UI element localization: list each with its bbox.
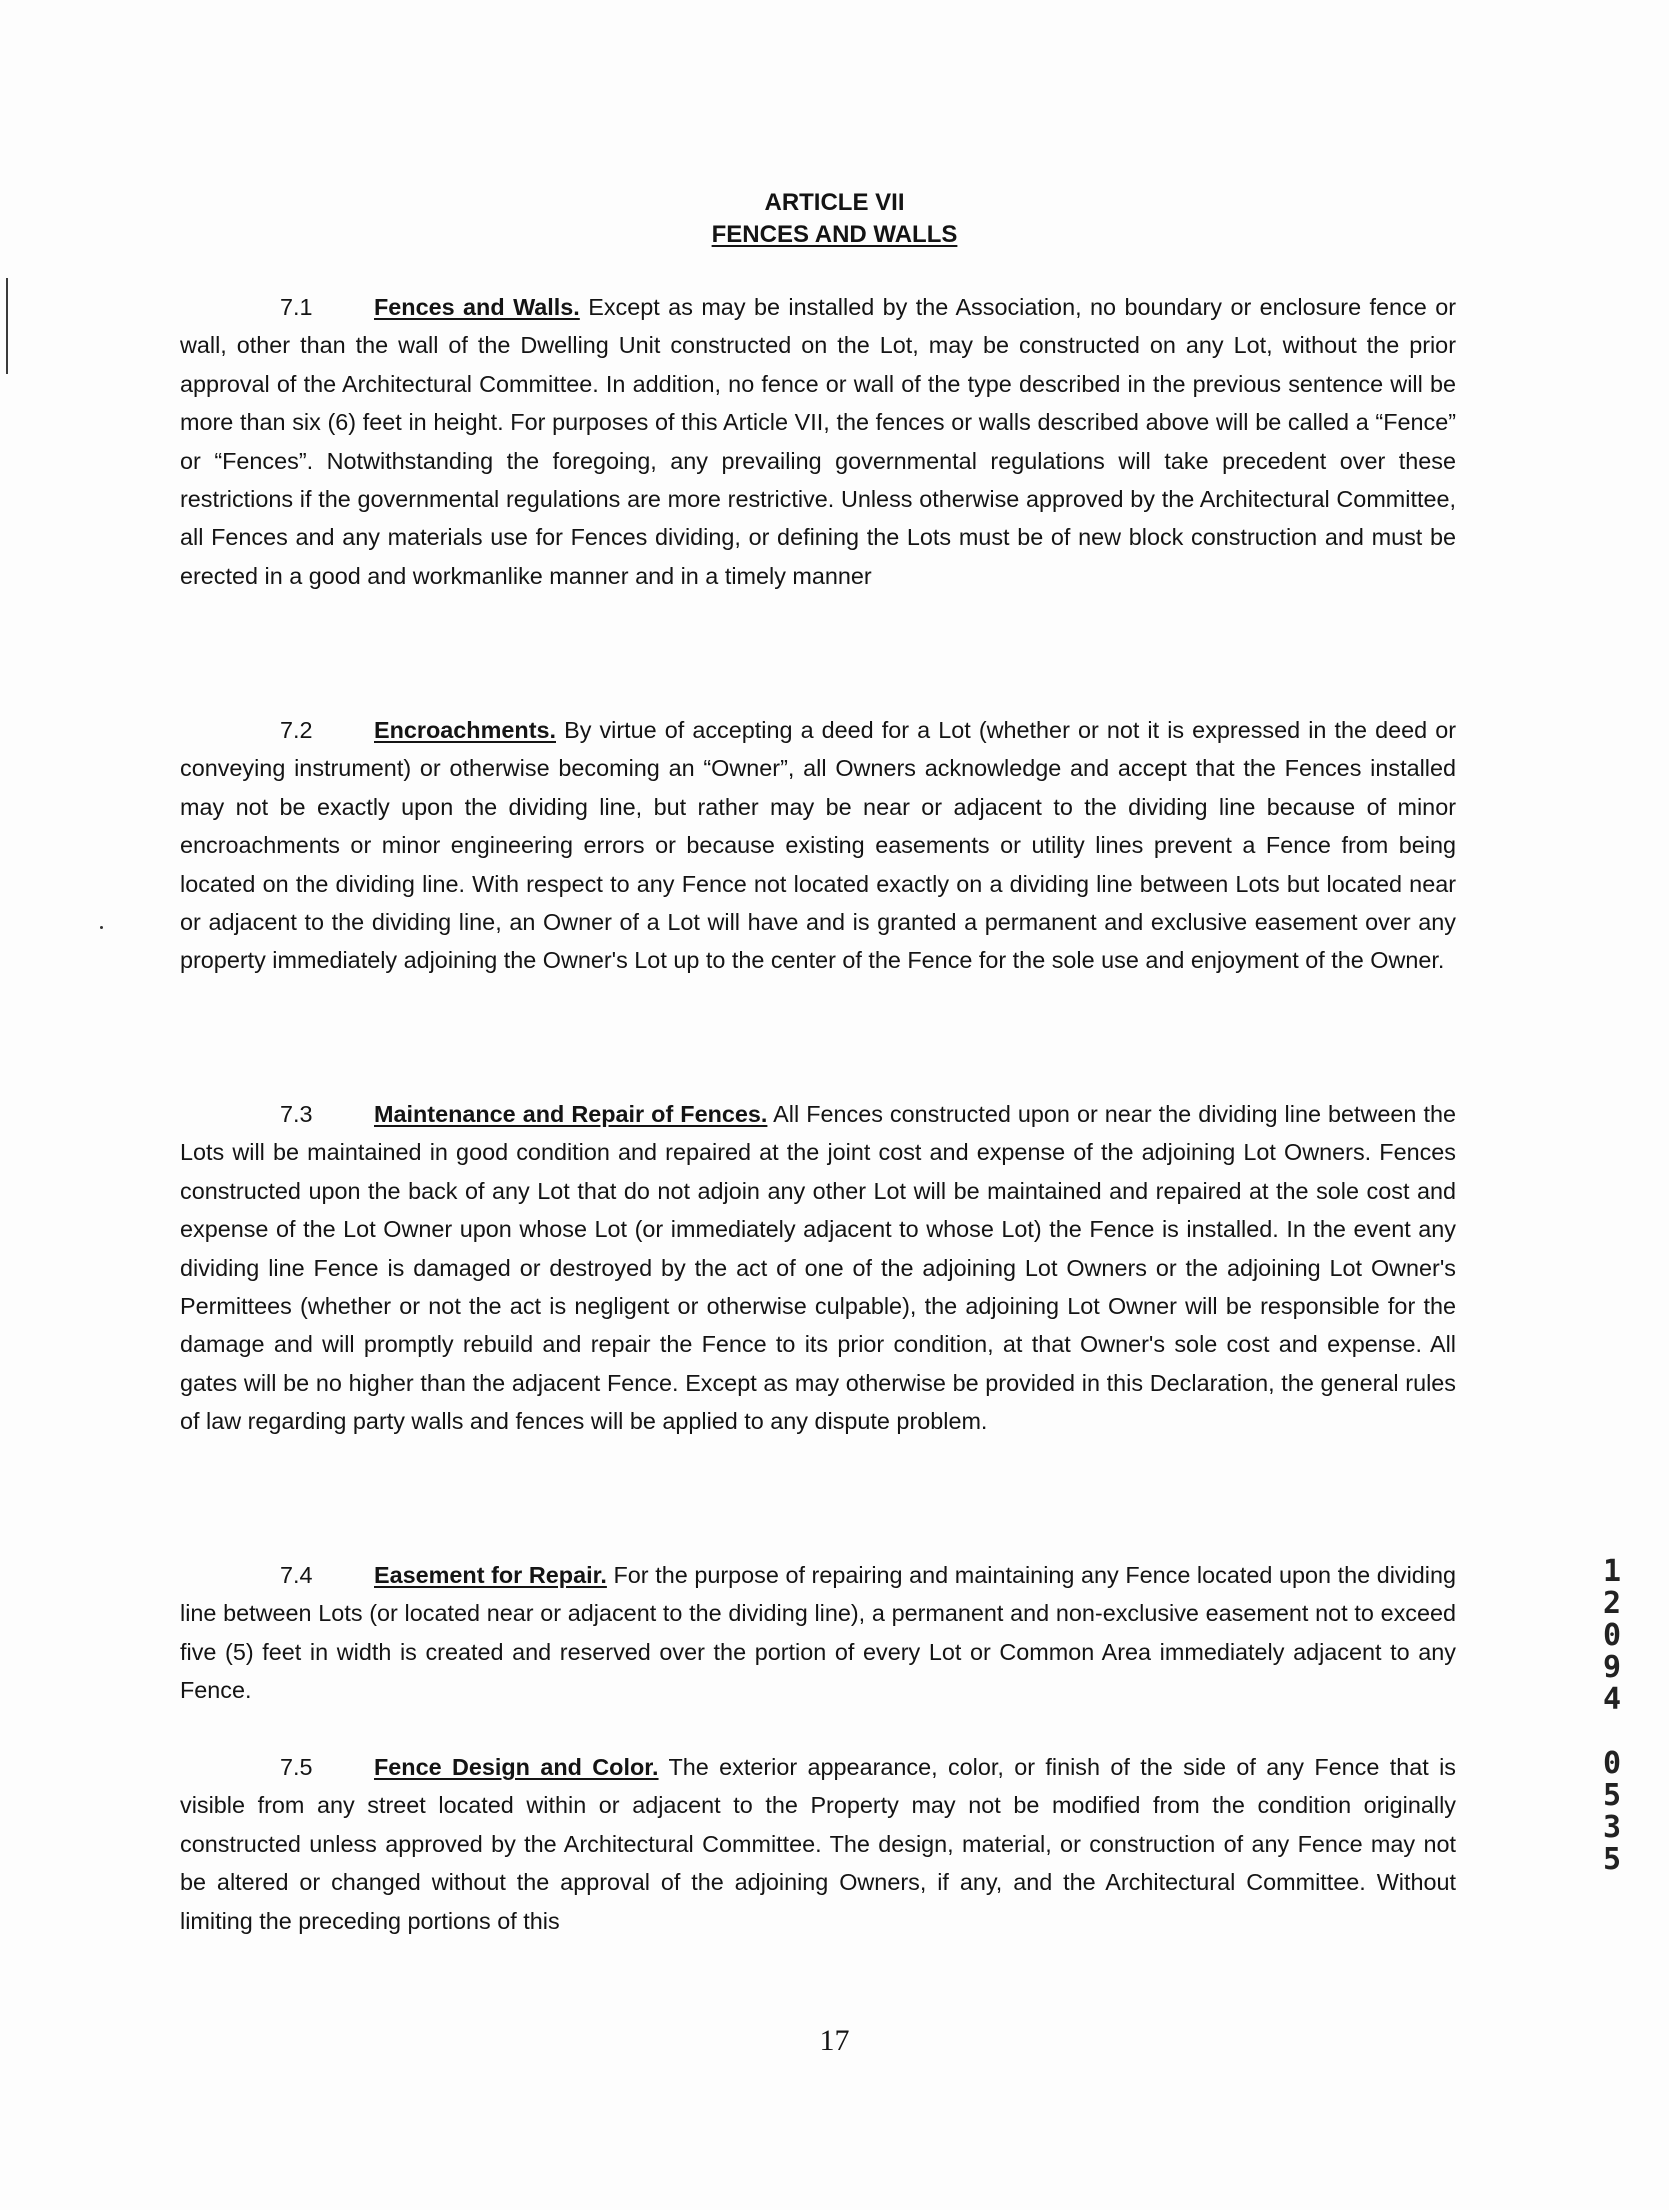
scan-margin-mark (6, 278, 8, 374)
article-title: FENCES AND WALLS (711, 221, 958, 248)
stamp-digit: 4 (1602, 1682, 1622, 1717)
stamp-digit: 0 (1602, 1746, 1622, 1781)
section-body: Except as may be installed by the Association, no boundary or enclosure fence or wall, other than the wall of the Dwelling Unit constructed on the Lot, may be constructed on any Lot, without the prior approval of the Architectural Committee. In addition, no fence or wall of the type described in the previous sentence will be more than six (6) feet in height. For purposes of this Article VII, the fences or walls described above will be called a “Fence” or “Fences”. Notwithstanding the foregoing, any prevailing governmental regulations will take precedent over these restrictions if the governmental regulations are more restrictive. Unless otherwise approved by the Architectural Committee, all Fences and any materials use for Fences dividing, or defining the Lots must be of new block construction and must be erected in a good and workmanlike manner and in a timely manner (180, 294, 1456, 589)
stamp-digit: 1 (1602, 1554, 1622, 1589)
stamp-digit: 9 (1602, 1650, 1622, 1685)
section-title: Maintenance and Repair of Fences. (374, 1101, 768, 1127)
stamp-digit: 5 (1602, 1842, 1622, 1877)
section-body: By virtue of accepting a deed for a Lot (whether or not it is expressed in the deed or conveying instrument) or otherwise becoming an “Owner”, all Owners acknowledge and accept that the Fences installed may not be exactly upon the dividing line, but rather may be near or adjacent to the dividing line because of minor encroachments or minor engineering errors or because existing easements or utility lines prevent a Fence from being located on the dividing line. With respect to any Fence not located exactly on a dividing line between Lots but located near or adjacent to the dividing line, an Owner of a Lot will have and is granted a permanent and exclusive easement over any property immediately adjoining the Owner's Lot up to the center of the Fence for the sole use and enjoyment of the Owner. (180, 717, 1457, 974)
stamp-digit: 5 (1602, 1778, 1622, 1813)
recording-stamp-upper (1592, 1556, 1632, 1716)
stamp-digit: 2 (1602, 1586, 1622, 1621)
section-number: 7.2 (280, 717, 313, 743)
section-7-1 (180, 288, 1456, 595)
section-7-2 (180, 711, 1456, 980)
section-title: Fence Design and Color. (374, 1754, 659, 1780)
scan-speck (100, 926, 103, 929)
section-7-3 (180, 1095, 1456, 1441)
section-body: The exterior appearance, color, or finish of the side of any Fence that is visible from any street located within or adjacent to the Property may not be modified from the condition originally constructed unless approved by the Architectural Committee. The design, material, or construction of any Fence may not be altered or changed without the approval of the adjoining Owners, if any, and the Architectural Committee. Without limiting the preceding portions of this (180, 1754, 1456, 1934)
section-body: All Fences constructed upon or near the dividing line between the Lots will be maintained in good condition and repaired at the joint cost and expense of the adjoining Lot Owners. Fences constructed upon the back of any Lot that do not adjoin any other Lot will be maintained and repaired at the sole cost and expense of the Lot Owner upon whose Lot (or immediately adjacent to whose Lot) the Fence is installed. In the event any dividing line Fence is damaged or destroyed by the act of one of the adjoining Lot Owners or the adjoining Lot Owner's Permittees (whether or not the act is negligent or otherwise culpable), the adjoining Lot Owner will be responsible for the damage and will promptly rebuild and repair the Fence to its prior condition, at that Owner's sole cost and expense. All gates will be no higher than the adjacent Fence. Except as may otherwise be provided in this Declaration, the general rules of law regarding party walls and fences will be applied to any dispute problem. (180, 1101, 1456, 1435)
stamp-digit: 0 (1602, 1618, 1622, 1653)
section-title: Fences and Walls. (374, 294, 580, 320)
section-body: For the purpose of repairing and maintaining any Fence located upon the dividing line between Lots (or located near or adjacent to the dividing line), a permanent and non-exclusive easement not to exceed five (5) feet in width is created and reserved over the portion of every Lot or Common Area immediately adjacent to any Fence. (180, 1562, 1457, 1704)
stamp-digit: 3 (1602, 1810, 1622, 1845)
section-7-4 (180, 1556, 1456, 1710)
article-number: ARTICLE VII (764, 189, 905, 216)
section-number: 7.3 (280, 1101, 313, 1127)
section-number: 7.1 (280, 294, 313, 320)
recording-stamp-lower (1592, 1748, 1632, 1876)
section-title: Encroachments. (374, 717, 556, 743)
section-7-5 (180, 1748, 1456, 1940)
page-number: 17 (819, 2024, 850, 2057)
section-number: 7.4 (280, 1562, 313, 1588)
section-title: Easement for Repair. (374, 1562, 607, 1588)
section-number: 7.5 (280, 1754, 313, 1780)
